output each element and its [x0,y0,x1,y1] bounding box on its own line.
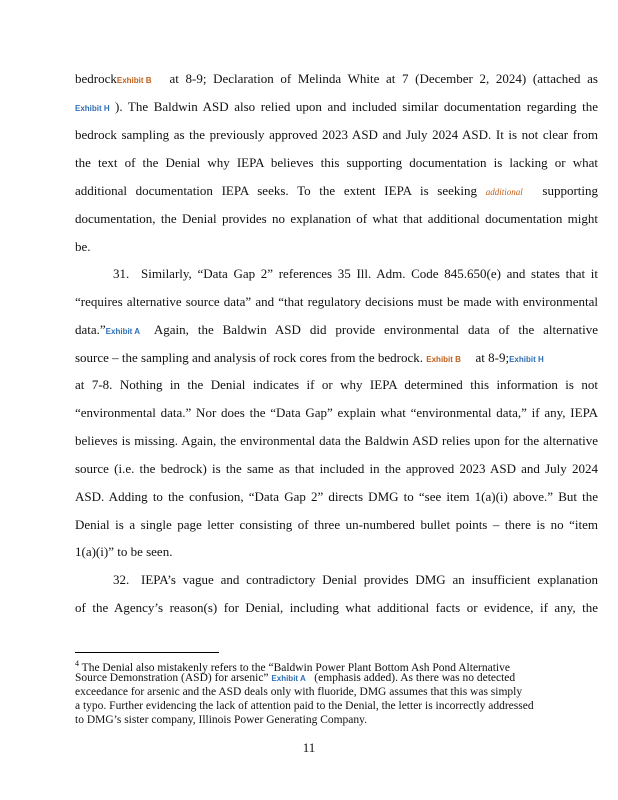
exhibit-h-link[interactable]: Exhibit H [75,104,110,113]
exhibit-a-link[interactable]: Exhibit A [271,674,306,683]
text-line: bedrockExhibit B at 8-9; Declaration of Melinda White at 7 (December 2, 2024) (attached as [75,71,598,89]
text-line: additional documentation IEPA seeks. To the extent IEPA is seeking additional supporting [75,183,599,198]
footnote-line: Source Demonstration (ASD) for arsenic” Exhibit A (emphasis added). As there was no detected [75,672,516,684]
footnote-line: $^4$ The Denial also mistakenly refers to the “Baldwin Power Plant Bottom Ash Pond Alternative [75,659,510,674]
text-line: be. [75,239,91,254]
text-line: believes is missing. Again, the environmental data the Baldwin ASD relies upon for the alternative [75,433,598,448]
footnote-line: to DMG’s sister company, Illinois Power Generating Company. [75,714,368,726]
text-line: “requires alternative source data” and “that regulatory decisions must be made with environmental [75,294,598,309]
text-line: documentation, the Denial provides no explanation of what that additional documentation might [75,211,598,226]
footnote-marker: 4 [75,659,79,668]
text-line: source – the sampling and analysis of rock cores from the bedrock. Exhibit B at 8-9;Exhibit H [75,350,598,368]
footnote-line: exceedance for arsenic and the ASD deals only with fluoride, DMG assumes that this was simply [75,686,523,698]
text-line: Denial is a single page letter consisting of three un-numbered bullet points – there is no “item [75,517,598,532]
paragraph-number: 32. [113,572,130,587]
text-line: data.”Exhibit A Again, the Baldwin ASD did provide environmental data of the alternative [75,322,598,340]
text-line: Exhibit H ). The Baldwin ASD also relied upon and included similar documentation regarding the [75,99,598,117]
paragraph-31-first-line: 31. Similarly, “Data Gap 2” references 35 Ill. Adm. Code 845.650(e) and states that it [75,266,598,282]
text-line: at 7-8. Nothing in the Denial indicates if or why IEPA determined this information is not [75,377,598,392]
page-number: 11 [302,740,316,755]
exhibit-b-link[interactable]: Exhibit B [426,355,461,364]
text-line: ASD. Adding to the confusion, “Data Gap 2” directs DMG to “see item 1(a)(i) above.” But the [75,489,598,504]
text-line: “environmental data.” Nor does the “Data Gap” explain what “environmental data,” if any, IEPA [75,405,598,420]
emphasis-additional: additional [485,187,523,197]
footnote-line: a typo. Further evidencing the lack of attention paid to the Denial, the letter is incorrectly addressed [75,700,534,712]
text-line: of the Agency’s reason(s) for Denial, including what additional facts or evidence, if any, the [75,600,598,615]
paragraph-number: 31. [113,266,130,281]
exhibit-b-link[interactable]: Exhibit B [116,76,152,85]
text-line: the text of the Denial why IEPA believes this supporting documentation is lacking or what [75,155,598,170]
text-line: source (i.e. the bedrock) is the same as that included in the approved 2023 ASD and July 2024 [75,461,598,476]
text-line: 1(a)(i)” to be seen. [75,544,173,559]
paragraph-32-first-line: 32. IEPA’s vague and contradictory Denial provides DMG an insufficient explanation [75,572,598,588]
footnote-divider [75,652,219,653]
text-line: bedrock sampling as the previously approved 2023 ASD and July 2024 ASD. It is not clear from [75,127,598,142]
exhibit-h-link[interactable]: Exhibit H [509,355,544,364]
exhibit-a-link[interactable]: Exhibit A [105,327,141,336]
